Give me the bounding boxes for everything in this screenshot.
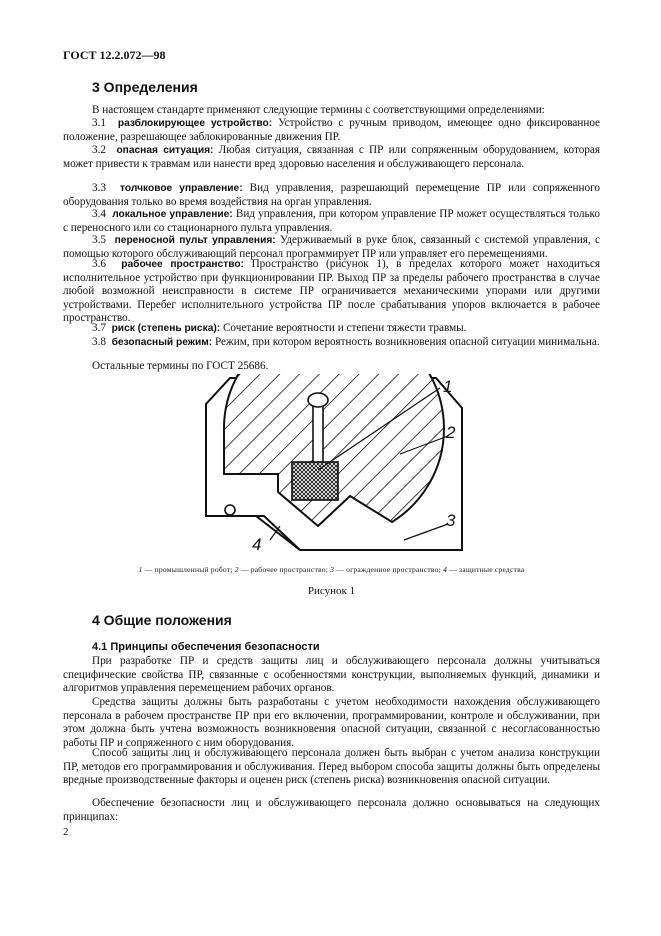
definition-3-8 bbox=[63, 336, 600, 350]
definition-3-4 bbox=[63, 208, 600, 235]
definition-number: 3.1 bbox=[92, 117, 106, 129]
caption-text: — огражденное пространство; bbox=[334, 565, 444, 574]
section-3-title: 3 Определения bbox=[92, 79, 198, 95]
definition-term: риск (степень риска): bbox=[111, 323, 221, 334]
figure-caption bbox=[63, 565, 600, 574]
section-4-paragraph-1: При разработке ПР и средств защиты лиц и обслуживающего персонала должны учитываться специфические свойства ПР, связанные с особенностями конструкции, выполняемых функций, динамики и алгоритмов управления перемещением рабочих органов. bbox=[63, 655, 600, 695]
definition-3-3 bbox=[63, 182, 600, 209]
definition-3-2 bbox=[63, 144, 600, 171]
section-3-intro: В настоящем стандарте применяют следующие термины с соответствующими определениями: bbox=[92, 104, 545, 116]
definition-text: Сочетание вероятности и степени тяжести травмы. bbox=[220, 322, 467, 334]
definition-text: Устройство с ручным приводом, имеющее одно фиксированное положение, разрешающее заблокированные движения ПР. bbox=[63, 117, 601, 143]
definition-number: 3.3 bbox=[92, 182, 106, 194]
definition-text: Режим, при котором вероятность возникновения опасной ситуации минимальна. bbox=[212, 336, 600, 348]
definition-number: 3.4 bbox=[92, 208, 106, 220]
caption-number: 4 bbox=[443, 565, 448, 574]
section-4-paragraph-3: Способ защиты лиц и обслуживающего персонала должен быть выбран с учетом анализа конструкции ПР, методов его программирования и обслуживания. Перед выбором способа защиты должны быть определены вредные производственные факторы и оценен риск (степень риска) возникновения опасной ситуации. bbox=[63, 747, 600, 787]
definition-3-7 bbox=[63, 322, 600, 336]
definition-term: безопасный режим: bbox=[111, 337, 213, 348]
definition-text: Любая ситуация, связанная с ПР или сопряженным оборудованием, которая может привести к травмам или нанести вред здоровью населения и обслуживающего персонала. bbox=[63, 144, 600, 170]
definition-text: Вид управления, разрешающий перемещение ПР или сопряженного оборудования только во время воздействия на орган управления. bbox=[63, 182, 600, 208]
definition-term: разблокирующее устройство: bbox=[117, 118, 273, 129]
definition-number: 3.8 bbox=[92, 336, 106, 348]
definition-3-6 bbox=[63, 258, 600, 326]
section-4-paragraph-4: Обеспечение безопасности лиц и обслуживающего персонала должно основываться на следующих принципах: bbox=[63, 797, 600, 823]
caption-number: 3 bbox=[330, 565, 335, 574]
section-4-paragraph-2: Средства защиты должны быть разработаны с учетом необходимости нахождения обслуживающего персонала в рабочем пространстве ПР при его включении, программировании, контроле и обслуживании, при этом должна быть учтена возможность возникновения опасной ситуации, связанной с несогласованностью работы ПР и сопряженного с ним оборудования. bbox=[63, 696, 600, 749]
section-4-title: 4 Общие положения bbox=[92, 612, 232, 628]
definition-text: Вид управления, при котором управление ПР может осуществляться только с переносного или со стационарного пульта управления. bbox=[63, 208, 601, 234]
caption-text: — защитные средства bbox=[447, 565, 525, 574]
label-4: 4 bbox=[252, 535, 262, 554]
definition-term: толчковое управление: bbox=[120, 183, 243, 194]
definition-number: 3.2 bbox=[92, 144, 106, 156]
figure-title: Рисунок 1 bbox=[307, 585, 356, 597]
label-2: 2 bbox=[446, 423, 456, 442]
workspace-diagram bbox=[200, 374, 470, 564]
subsection-4-1-title: 4.1 Принципы обеспечения безопасности bbox=[92, 641, 320, 653]
protective-means bbox=[225, 505, 300, 550]
caption-text: — промышленный робот; bbox=[142, 565, 235, 574]
definition-number: 3.5 bbox=[92, 234, 106, 246]
definition-term: опасная ситуация: bbox=[116, 145, 214, 156]
page-number: 2 bbox=[63, 826, 69, 838]
definition-term: переносной пульт управления: bbox=[114, 235, 276, 246]
definition-term: локальное управление: bbox=[112, 209, 233, 220]
caption-number: 1 bbox=[138, 565, 143, 574]
definition-text: Удерживаемый в руке блок, связанный с системой управления, с помощью которого обслуживающий персонал программирует ПР или управляет его перемещениями. bbox=[63, 234, 600, 260]
definition-3-1 bbox=[63, 117, 600, 144]
section-3-outro: Остальные термины по ГОСТ 25686. bbox=[92, 360, 269, 372]
caption-number: 2 bbox=[234, 565, 239, 574]
definition-number: 3.6 bbox=[92, 258, 106, 270]
label-1: 1 bbox=[443, 377, 453, 396]
definition-text: Пространство (рисунок 1), в пределах которого может находиться исполнительное устройство при функционировании ПР. Выход ПР за пределы рабочего пространства в случае любой возможной неисправности в системе ПР ограничивается механическими упорами или другими устройствами. Перебег исполнительного устройства ПР после срабатывания упоров включается в рабочее пространство. bbox=[63, 258, 601, 325]
definition-number: 3.7 bbox=[92, 322, 106, 334]
caption-text: — рабочее пространство; bbox=[238, 565, 331, 574]
definition-term: рабочее пространство: bbox=[121, 259, 244, 270]
label-3: 3 bbox=[446, 511, 456, 530]
document-code: ГОСТ 12.2.072—98 bbox=[63, 48, 166, 62]
